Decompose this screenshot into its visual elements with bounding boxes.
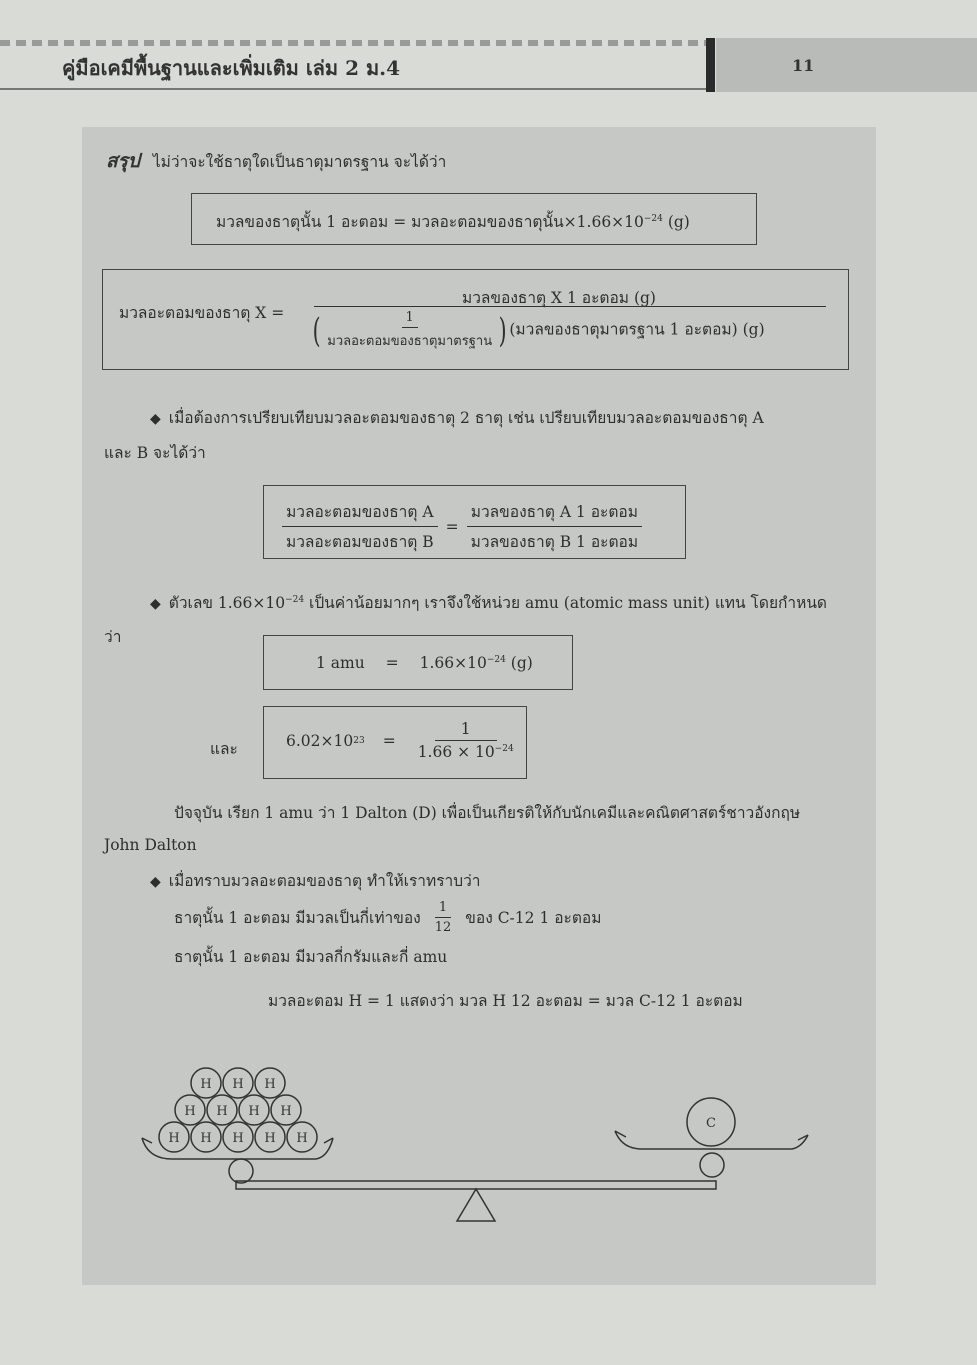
formula4-lhs: 1 amu: [316, 654, 365, 672]
formula1-rhs: มวลอะตอมของธาตุนั้น×1.66×10: [411, 213, 644, 231]
formula2-fraction-bar: [314, 306, 826, 307]
hydrogen-atoms-stack: [159, 1068, 317, 1152]
formula3-left-fraction: [282, 499, 438, 554]
hydrogen-atom-label: H: [184, 1104, 196, 1119]
formula-avogadro: [286, 720, 518, 761]
formula5-den: [414, 741, 518, 761]
formula2-lhs: มวลอะตอมของธาตุ X =: [119, 304, 285, 322]
running-header-title: คู่มือเคมีพื้นฐานและเพิ่มเติม เล่ม 2 ม.4: [62, 56, 401, 80]
para2-text-a: ตัวเลข 1.66×10: [168, 594, 286, 612]
fraction-den: 12: [434, 920, 452, 935]
formula5-eq: =: [382, 731, 396, 750]
formula1-lhs: มวลของธาตุนั้น 1 อะตอม: [216, 213, 389, 231]
formula5-lhs-exponent: 23: [353, 735, 365, 746]
para4-line1-text: เมื่อทราบมวลอะตอมของธาตุ ทำให้เราทราบว่า: [168, 872, 481, 890]
para2-line1: [150, 590, 827, 615]
hydrogen-atom-label: H: [264, 1131, 276, 1146]
formula5-fraction: [414, 720, 518, 761]
formula-amu: [316, 654, 533, 672]
header-dashed-rule: [0, 40, 706, 46]
right-pan-support: [700, 1153, 724, 1177]
one-twelfth-fraction: [431, 900, 456, 935]
formula5-den-exponent: −24: [494, 743, 514, 754]
left-pan-support: [229, 1159, 253, 1183]
formula1-eq: =: [393, 213, 407, 231]
hydrogen-atom-label: H: [232, 1077, 244, 1092]
carbon-atom-label: C: [706, 1116, 716, 1131]
formula-atom-mass: [216, 209, 690, 234]
formula2-inner-den: มวลอะตอมของธาตุมาตรฐาน: [327, 334, 493, 349]
formula5-den-text: 1.66 × 10: [417, 743, 495, 761]
fraction-num: 1: [435, 900, 451, 918]
header-underline: [0, 88, 706, 90]
hydrogen-atom-label: H: [200, 1131, 212, 1146]
hydrogen-atom-label: H: [280, 1104, 292, 1119]
formula3-right-den: มวลของธาตุ B 1 อะตอม: [470, 533, 639, 551]
para2-text-b: เป็นค่าน้อยมากๆ เราจึงใช้หน่วย amu (atomic mass unit) แทน โดยกำหนด: [304, 594, 827, 612]
para2-exponent: −24: [285, 594, 305, 605]
para1-line1: [150, 405, 764, 430]
formula3-left-den: มวลอะตอมของธาตุ B: [286, 533, 434, 551]
para4-line3: ธาตุนั้น 1 อะตอม มีมวลกี่กรัมและกี่ amu: [174, 948, 448, 966]
formula5-num: 1: [435, 720, 497, 741]
formula3-right-fraction: [467, 499, 642, 554]
balance-scale-illustration: [130, 1055, 830, 1230]
right-paren: ): [498, 310, 507, 351]
para2-line2: ว่า: [104, 628, 122, 646]
conclusion-text: ไม่ว่าจะใช้ธาตุใดเป็นธาตุมาตรฐาน จะได้ว่า: [152, 153, 447, 171]
formula1-unit: (g): [667, 213, 690, 231]
page-number-box: [716, 38, 977, 92]
fulcrum-triangle-icon: [457, 1189, 495, 1221]
hydrogen-atom-label: H: [216, 1104, 228, 1119]
formula4-unit: (g): [510, 654, 533, 672]
conclusion-line: [106, 146, 446, 176]
formula3-right-num: มวลของธาตุ A 1 อะตอม: [467, 499, 642, 527]
page-number: 11: [792, 56, 815, 75]
formula3-eq: =: [445, 517, 459, 536]
formula2-inner-num: 1: [402, 310, 418, 328]
formula-ratio: [282, 499, 642, 554]
hydrogen-atom-label: H: [232, 1131, 244, 1146]
formula5-lhs: 6.02×10: [286, 731, 354, 750]
para3-line2: John Dalton: [104, 836, 197, 854]
formula2-inner-fraction: [323, 310, 496, 351]
hydrogen-atom-label: H: [200, 1077, 212, 1092]
formula4-exponent: −24: [486, 654, 506, 665]
para3-line1: ปัจจุบัน เรียก 1 amu ว่า 1 Dalton (D) เพื่อเป็นเกียรติให้กับนักเคมีและคณิตศาสตร์ชาวอังกฤษ: [174, 804, 801, 822]
para4-line2-text-b: ของ C-12 1 อะตอม: [465, 909, 602, 927]
formula5-label: และ: [210, 740, 238, 758]
para1-line2: และ B จะได้ว่า: [104, 444, 206, 462]
left-paren: (: [312, 310, 321, 351]
formula3-left-num: มวลอะตอมของธาตุ A: [282, 499, 437, 527]
formula4-eq: =: [385, 654, 399, 672]
para4-line1: [150, 868, 481, 893]
hydrogen-atom-label: H: [264, 1077, 276, 1092]
diamond-bullet-icon: ◆: [150, 874, 161, 890]
formula4-rhs: 1.66×10: [419, 654, 487, 672]
diamond-bullet-icon: ◆: [150, 411, 161, 427]
conclusion-label: สรุป: [106, 150, 140, 172]
para4-line2-text-a: ธาตุนั้น 1 อะตอม มีมวลเป็นกี่เท่าของ: [174, 909, 421, 927]
formula2-den-tail: (มวลของธาตุมาตรฐาน 1 อะตอม) (g): [509, 320, 765, 339]
diamond-bullet-icon: ◆: [150, 596, 161, 612]
hydrogen-atom-label: H: [248, 1104, 260, 1119]
header-divider-bar: [706, 38, 715, 92]
example-statement: มวลอะตอม H = 1 แสดงว่า มวล H 12 อะตอม = มวล C-12 1 อะตอม: [268, 992, 743, 1010]
formula2-denominator: [310, 310, 765, 351]
hydrogen-atom-label: H: [168, 1131, 180, 1146]
formula2-numerator: มวลของธาตุ X 1 อะตอม (g): [462, 289, 656, 307]
para1-line1-text: เมื่อต้องการเปรียบเทียบมวลอะตอมของธาตุ 2 ธาตุ เช่น เปรียบเทียบมวลอะตอมของธาตุ A: [168, 409, 764, 427]
formula1-exponent: −24: [643, 213, 663, 224]
hydrogen-atom-label: H: [296, 1131, 308, 1146]
para4-line2: [174, 900, 601, 935]
